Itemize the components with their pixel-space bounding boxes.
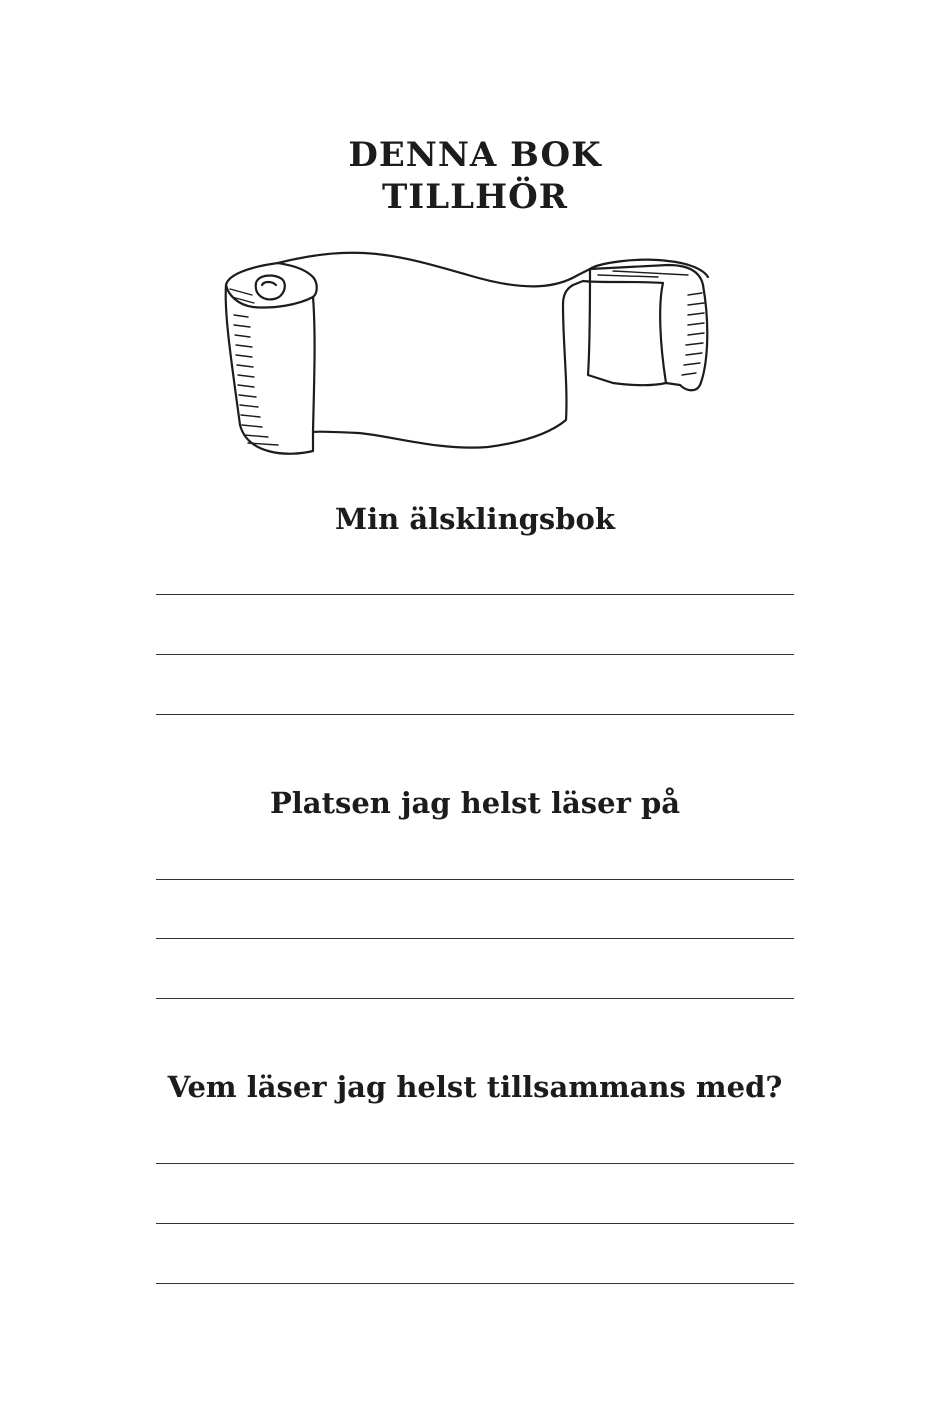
write-line[interactable] bbox=[156, 938, 794, 939]
write-line[interactable] bbox=[156, 879, 794, 880]
prompt-reading-partner: Vem läser jag helst tillsammans med? bbox=[167, 1070, 783, 1104]
prompt-favorite-place: Platsen jag helst läser på bbox=[269, 786, 681, 820]
write-line[interactable] bbox=[156, 1223, 794, 1224]
write-line[interactable] bbox=[156, 1283, 794, 1284]
scroll-banner-illustration bbox=[218, 245, 728, 465]
write-line[interactable] bbox=[156, 1163, 794, 1164]
write-line[interactable] bbox=[156, 594, 794, 595]
write-line[interactable] bbox=[156, 998, 794, 999]
prompt-favorite-book: Min älsklingsbok bbox=[335, 502, 615, 536]
write-line[interactable] bbox=[156, 714, 794, 715]
write-line[interactable] bbox=[156, 654, 794, 655]
title-line-2: TILLHÖR bbox=[381, 177, 568, 217]
title-line-1: DENNA BOK bbox=[348, 135, 602, 175]
